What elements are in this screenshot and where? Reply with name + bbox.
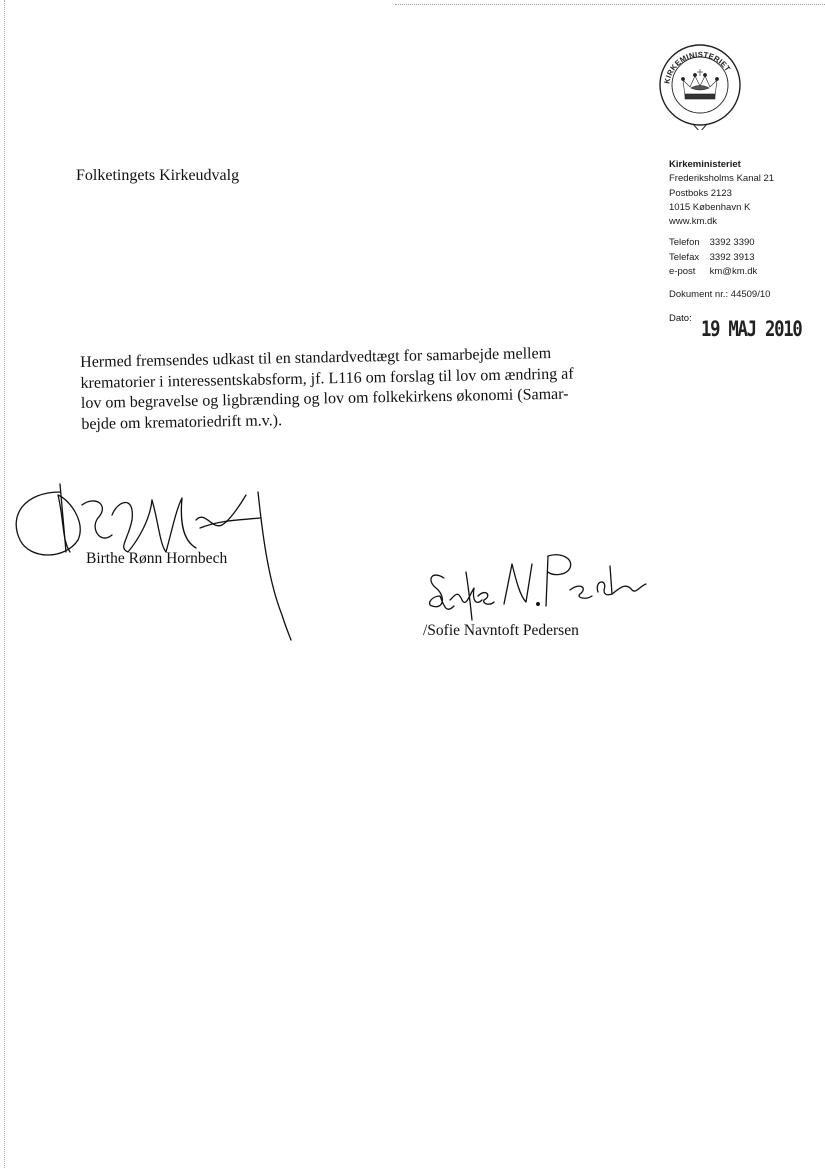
sender-phone-row xyxy=(669,236,819,250)
email-label: e-post xyxy=(669,266,696,278)
body-line: lov om begravelse og ligbrænding og lov om folkekirkens økonomi (Samar- xyxy=(80,385,569,412)
sender-fax-row xyxy=(669,251,819,265)
scan-edge-left xyxy=(4,0,5,1168)
sender-email-row xyxy=(669,265,819,279)
fax-label: Telefax xyxy=(669,251,700,263)
sender-name: Kirkeministeriet xyxy=(669,159,741,170)
scan-edge-top xyxy=(395,4,825,5)
sender-pobox: Postboks 2123 xyxy=(669,187,732,199)
document-number: 44509/10 xyxy=(730,289,771,301)
body-line: krematorier i interessentskabsform, jf. L116 om forslag til lov om ændring af xyxy=(80,365,574,392)
phone-label: Telefon xyxy=(669,237,700,249)
body-line: bejde om krematoriedrift m.v.). xyxy=(81,411,283,433)
document-number-row xyxy=(669,288,819,302)
signature-official xyxy=(430,555,646,620)
letter-body xyxy=(80,343,621,435)
date-row xyxy=(669,313,819,343)
seal-ring-text: KIRKEMINISTERIET xyxy=(662,49,733,85)
date-label: Dato: xyxy=(669,313,692,324)
signatory-name-1: Birthe Rønn Hornbech xyxy=(86,550,228,567)
sender-street: Frederiksholms Kanal 21 xyxy=(669,173,775,185)
sender-web: www.km.dk xyxy=(669,216,718,228)
email-address: km@km.dk xyxy=(709,266,758,278)
date-stamp: 19 MAJ 2010 xyxy=(701,317,802,341)
document-label: Dokument nr.: xyxy=(669,289,729,301)
recipient: Folketingets Kirkeudvalg xyxy=(76,167,240,184)
phone-number: 3392 3390 xyxy=(709,237,755,249)
crown-seal-icon xyxy=(655,40,745,130)
signatory-name-2: /Sofie Navntoft Pedersen xyxy=(423,622,579,639)
sender-city: 1015 København K xyxy=(669,201,751,213)
body-line: Hermed fremsendes udkast til en standardvedtægt for samarbejde mellem xyxy=(80,344,552,371)
sender-block xyxy=(669,158,819,303)
fax-number: 3392 3913 xyxy=(709,251,755,263)
